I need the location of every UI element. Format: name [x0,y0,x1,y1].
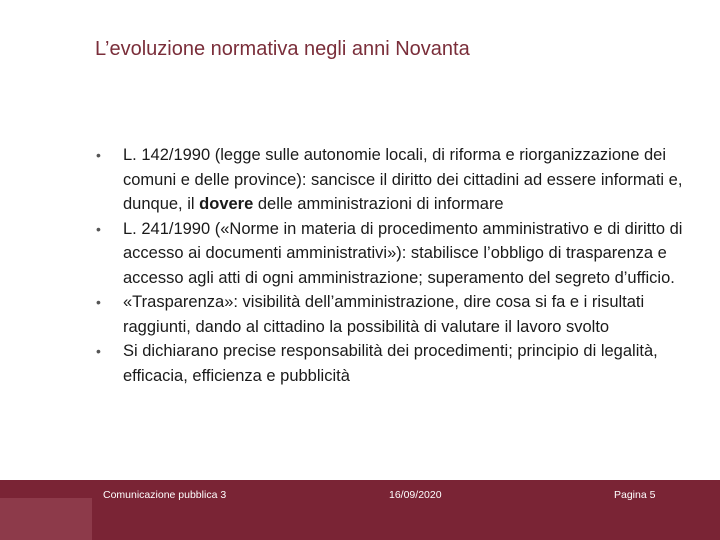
bullet-item [96,290,696,339]
bullet-marker: • [96,294,101,310]
bullet-text: L. 241/1990 («Norme in materia di procedimento amministrativo e di diritto di accesso ai documenti amministrativi»): stabilisce l’obbligo di trasparenza e accesso agli atti di ogni amministrazione; superamento del segreto d’ufficio. [123,219,683,287]
bullet-list [96,143,696,388]
bullet-item [96,217,696,291]
footer-date: 16/09/2020 [389,489,442,501]
bullet-text: «Trasparenza»: visibilità dell’amministrazione, dire cosa si fa e i risultati raggiunti, dando al cittadino la possibilità di valutare il lavoro svolto [123,293,645,336]
bullet-text: Si dichiarano precise responsabilità dei procedimenti; principio di legalità, efficacia, efficienza e pubblicità [123,342,658,385]
footer-course: Comunicazione pubblica 3 [103,489,227,501]
bullet-item [96,339,696,388]
bullet-text-end: delle amministrazioni di informare [253,195,504,213]
bullet-marker: • [96,343,101,359]
bullet-marker: • [96,220,101,237]
slide-title: L’evoluzione normativa negli anni Novanta [95,38,470,60]
bullet-emphasis: dovere [199,195,254,213]
bullet-item [96,143,696,217]
footer-accent-strip [0,498,92,540]
bullet-marker: • [96,147,101,163]
bullet-text: L. 142/1990 (legge sulle autonomie locali, di riforma e riorganizzazione dei comuni e delle province): sancisce il diritto dei cittadini ad essere informati e, dunque, il [123,146,683,213]
footer-page-number: Pagina 5 [614,489,656,501]
